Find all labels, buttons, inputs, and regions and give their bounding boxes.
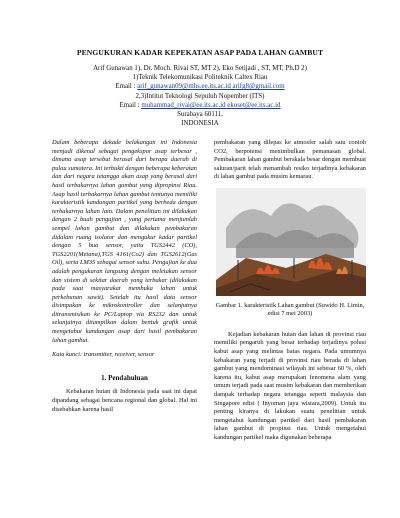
- email-link-2[interactable]: muhammad_rivai@ee.its.ac.id ekoset@ee.its.ac.id: [141, 101, 281, 109]
- email-label-1: Email :: [115, 83, 138, 91]
- author-block: [20, 64, 380, 128]
- section-heading-introduction: 1. Pendahuluan: [101, 373, 148, 382]
- left-column: [52, 139, 197, 414]
- city: Surabaya 60111,: [177, 111, 223, 119]
- country: INDONESIA: [181, 120, 219, 128]
- email-link-1[interactable]: arif_gunawan09@mhs.ee.its.ac.id arifg8@gmail.com: [137, 83, 285, 91]
- affiliation-1: 1)Teknik Telekomunikasi Politeknik Caltex Riau: [132, 74, 268, 82]
- introduction-paragraph: Kebakaran hutan di Indonesia pada saat ini dapat dipandang sebagai bencana regional dan global. Hal ini disebabkan karena hasil: [52, 388, 197, 413]
- email-line-1: [20, 82, 380, 91]
- right-paragraph-bottom: Kejadian kebakaran hutan dan lahan di provinsi riau memiliki pengaruh yang besar terhadap terjadinya polusi kabut asap yang melintas batas negara. Pada umumnya kebakaran yang terjadi di provinsi riau berada di lahan gambut yang mendominasi wilayah ini sebesar 60 %, oleh karena itu, kabut asap merupakan fenomena alam yang umum terjadi pada saat musim kebakaran dan memberikan dampak terhadap negara tetangga seperti malaysia dan Singapore edisi ( Inyoman jaya wistara,2009). Untuk itu penting kiranya di lakukan suatu penelitian untuk mengetahui kandungan partikel dari hasil pembakaran lahan gambut di propinsi riau. Untuk mengetahui kandungan partikel maka digunakan beberapa: [214, 330, 366, 441]
- right-paragraph-top: pembakaran yang dilepas ke atmosfer salah satu contoh CO2, berpotensi menimbulkan pemanasan global. Pembakaran lahan gambut berskala besar dengan membuat saluran/parit telah menambah resiko terjadinya kebakaran di lahan gambut pada musim kemarau.: [214, 139, 366, 181]
- figure-peatland-illustration: [216, 188, 366, 296]
- keywords: Kata kunci: transmitter, receiver, sensor: [52, 351, 155, 359]
- author-names: Arif Gunawan 1), Dr. Moch. Rivai ST, MT 2), Eko Setijadi , ST, MT, Ph.D 2): [93, 65, 307, 72]
- paper-title: PENGUKURAN KADAR KEPEKATAN ASAP PADA LAHAN GAMBUT: [76, 48, 324, 57]
- right-column: [214, 139, 366, 443]
- abstract: Dalam beberapa dekade belakangan ini Indonesia menjadi dikenal sebagai pengekspor asap terbesar , dimana asap tersebut berasal dari berapa daerah di pulau sumatera. Ini terbukti dengan beberapa keberatan dan dari negara tetangga akan asap yang berasal dari hasil terbakarnya lahan gambut yang dipropinsi Riau. Asap hasil terbakarnya lahan gambut tentunya memiliki karakteristik kandungan partikel yang berbeda dengan terbakarnya lahan lain. Dalam penelitian ini dilakukan dengan 2 buah pengujian , yang pertama menjumlah sempel lahan gambut dan dilakukan pembakaran didalam ruang isolator dan mengukur kadar partikel dengan 5 bua sensor, yaitu TGS2442 (CO), TGS2201(Metana),TGS 4161(Co2) dan TGS2612(Gas Oil), serta LM35 sebagai sensor suhu. Pengujian ke dua adalah pengukuran langsung dengan meletakan sensor dan sistem di sekitar daerah yang terbakar (dilakukan pada saat masyarakat membuka lahan untuk perkebunan sawit). Setelah itu hasil data sensor disimpakan ke mikrokontroller dan selanjutnya ditransmisikan ke PC/Laptop via RS232 dan untuk selanjutnya ditampilkan dalam bentuk grafik untuk mengetahui kandungan asap dari hasil pembakaran lahan gambut.: [52, 139, 198, 344]
- affiliation-2: 2,3)Intitut Teknologi Sepuluh Nopember (ITS): [135, 92, 265, 100]
- figure-caption: Gambar 1. karakteristik Lahan gambut (Suwido H. Limin, edisi 7 mei 2003): [215, 301, 365, 318]
- email-label-2: Email :: [119, 101, 142, 109]
- email-line-2: [20, 101, 380, 110]
